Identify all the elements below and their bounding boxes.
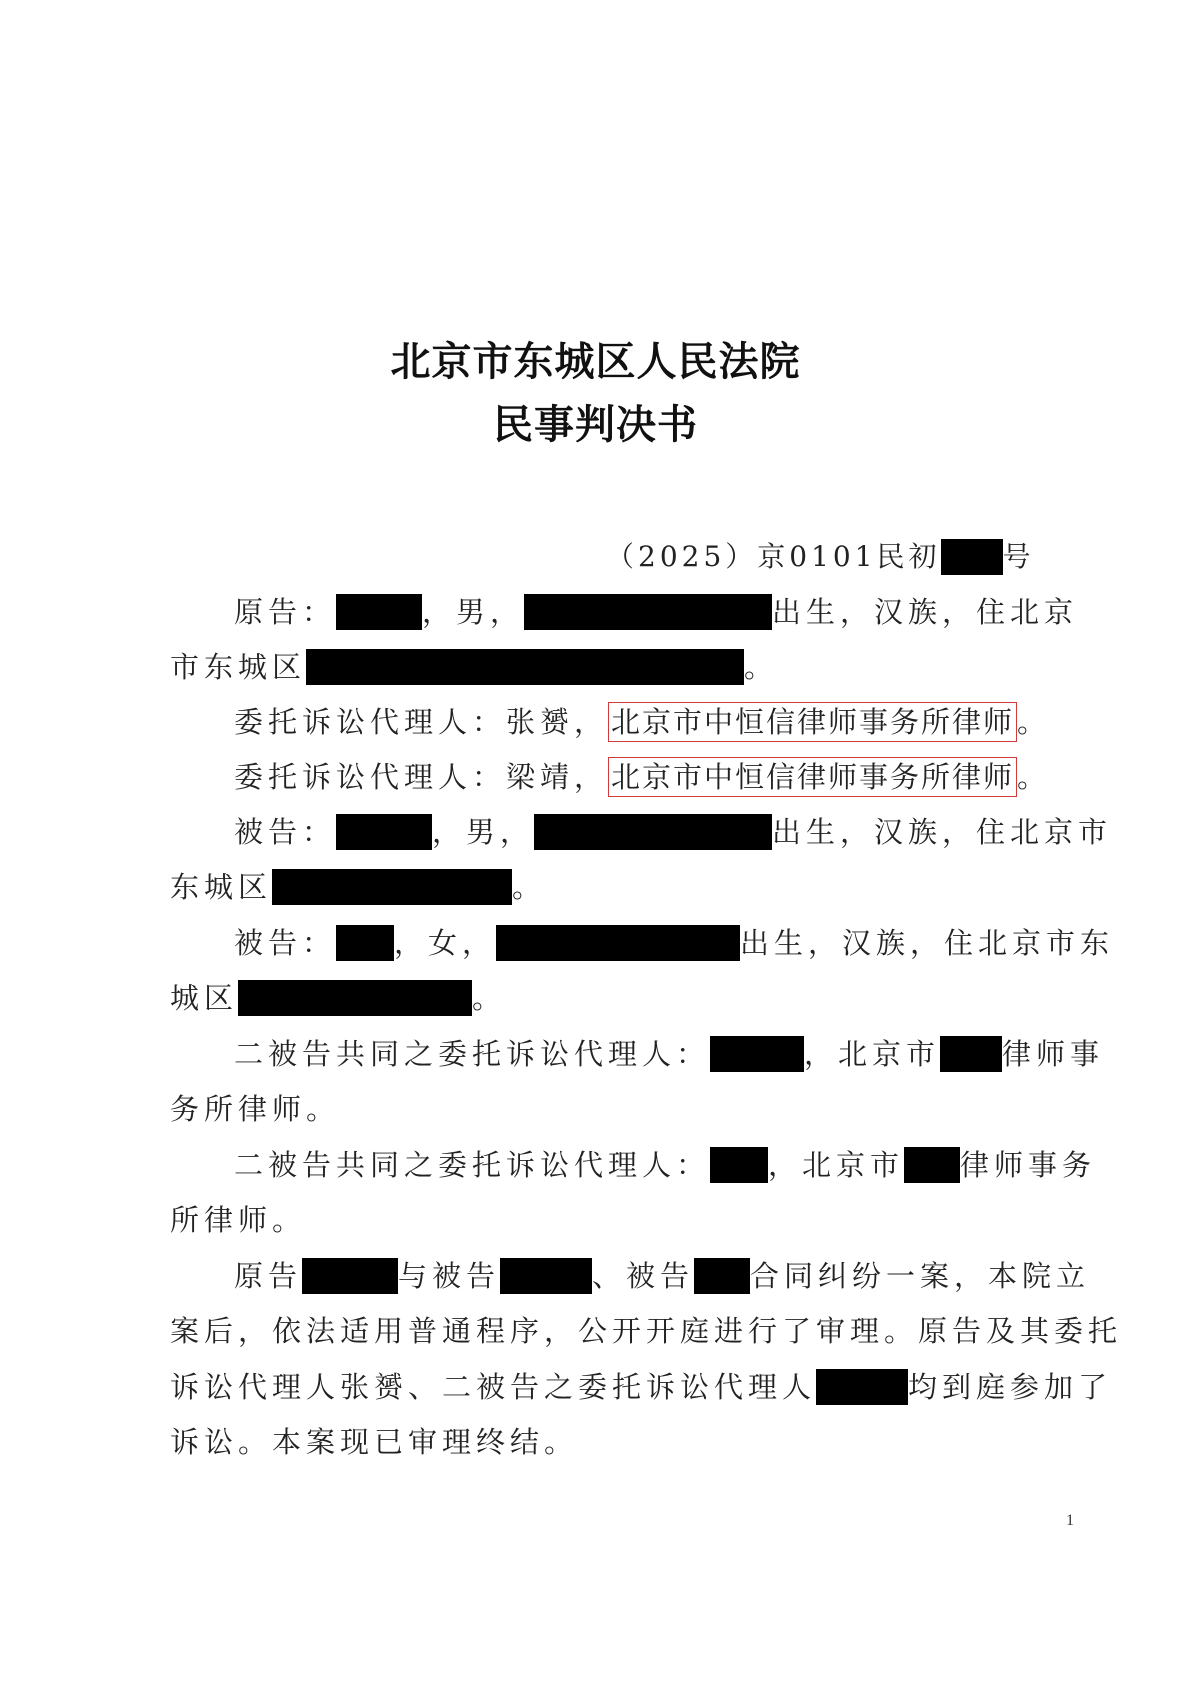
redaction-block bbox=[534, 814, 772, 850]
defendant-1-end: 。 bbox=[512, 870, 547, 904]
redaction-block bbox=[816, 1369, 908, 1405]
body-p3-a: 诉讼代理人张赟、二被告之委托诉讼代理人 bbox=[170, 1370, 817, 1404]
redaction-block bbox=[496, 925, 740, 961]
defendant-2-gender: ，女， bbox=[394, 926, 497, 960]
redaction-block bbox=[500, 1258, 592, 1294]
agent-2-firm: 北京市中恒信律师事务所律师 bbox=[608, 757, 1017, 797]
redaction-block bbox=[306, 649, 744, 685]
joint-agent-1-cont: 务所律师。 bbox=[170, 1092, 341, 1126]
agent-2-label: 委托诉讼代理人：梁靖， bbox=[234, 760, 609, 794]
body-p1-c: 、被告 bbox=[592, 1259, 695, 1293]
document-type-title: 民事判决书 bbox=[493, 402, 698, 448]
defendant-2-address-line bbox=[170, 978, 506, 1018]
case-number bbox=[606, 537, 1035, 577]
plaintiff-address-prefix: 市东城区 bbox=[170, 650, 307, 684]
plaintiff-address-line bbox=[170, 647, 778, 687]
redaction-block bbox=[272, 869, 512, 905]
redaction-block bbox=[336, 814, 432, 850]
defendant-2-line bbox=[234, 923, 1114, 963]
defendant-2-birth: 出生，汉族，住北京市东 bbox=[740, 926, 1115, 960]
agent-2-end: 。 bbox=[1017, 760, 1052, 794]
redaction-block bbox=[694, 1258, 750, 1294]
defendant-1-address-line bbox=[170, 867, 546, 907]
court-name-title: 北京市东城区人民法院 bbox=[390, 339, 801, 385]
joint-agent-2-tail: 律师事务 bbox=[960, 1148, 1097, 1182]
agent-1-label: 委托诉讼代理人：张赟， bbox=[234, 705, 609, 739]
joint-agent-1-tail: 律师事 bbox=[1002, 1037, 1105, 1071]
defendant-1-gender: ，男， bbox=[432, 815, 535, 849]
joint-agent-1-label: 二被告共同之委托诉讼代理人： bbox=[234, 1037, 711, 1071]
redaction-block bbox=[710, 1036, 804, 1072]
body-line-3 bbox=[170, 1367, 1112, 1407]
redaction-block bbox=[302, 1258, 398, 1294]
joint-agent-1-line bbox=[234, 1034, 1104, 1074]
defendant-2-address-prefix: 城区 bbox=[170, 981, 239, 1015]
redaction-block bbox=[238, 980, 472, 1016]
body-line-1 bbox=[234, 1256, 1090, 1296]
defendant-2-end: 。 bbox=[472, 981, 507, 1015]
redaction-block bbox=[710, 1147, 768, 1183]
defendant-1-label: 被告： bbox=[234, 815, 337, 849]
joint-agent-1-mid: ，北京市 bbox=[804, 1037, 941, 1071]
body-p1-a: 原告 bbox=[234, 1259, 303, 1293]
defendant-2-label: 被告： bbox=[234, 926, 337, 960]
plaintiff-agent-1 bbox=[234, 702, 1051, 742]
defendant-1-address-prefix: 东城区 bbox=[170, 870, 273, 904]
redaction-block bbox=[336, 594, 422, 630]
plaintiff-birth: 出生，汉族，住北京 bbox=[772, 595, 1079, 629]
redaction-block bbox=[941, 539, 1003, 575]
agent-1-end: 。 bbox=[1017, 705, 1052, 739]
plaintiff-end: 。 bbox=[744, 650, 779, 684]
redaction-block bbox=[904, 1147, 960, 1183]
plaintiff-line bbox=[234, 592, 1078, 632]
agent-1-firm: 北京市中恒信律师事务所律师 bbox=[608, 702, 1017, 742]
body-p1-b: 与被告 bbox=[398, 1259, 501, 1293]
body-p3-b: 均到庭参加了 bbox=[908, 1370, 1113, 1404]
joint-agent-2-mid: ，北京市 bbox=[768, 1148, 905, 1182]
plaintiff-gender: ，男， bbox=[422, 595, 525, 629]
joint-agent-2-label: 二被告共同之委托诉讼代理人： bbox=[234, 1148, 711, 1182]
page-number: 1 bbox=[1066, 1512, 1074, 1529]
plaintiff-agent-2 bbox=[234, 757, 1051, 797]
redaction-block bbox=[336, 925, 394, 961]
body-line-4: 诉讼。本案现已审理终结。 bbox=[170, 1425, 579, 1459]
redaction-block bbox=[940, 1036, 1002, 1072]
case-number-suffix: 号 bbox=[1002, 540, 1035, 573]
joint-agent-2-cont: 所律师。 bbox=[170, 1203, 307, 1237]
redaction-block bbox=[524, 594, 772, 630]
joint-agent-2-line bbox=[234, 1145, 1096, 1185]
defendant-1-line bbox=[234, 812, 1112, 852]
body-p1-d: 合同纠纷一案，本院立 bbox=[750, 1259, 1091, 1293]
plaintiff-label: 原告： bbox=[234, 595, 337, 629]
case-number-prefix: （2025）京0101民初 bbox=[606, 540, 941, 573]
defendant-1-birth: 出生，汉族，住北京市 bbox=[772, 815, 1113, 849]
body-line-2: 案后，依法适用普通程序，公开开庭进行了审理。原告及其委托 bbox=[170, 1314, 1123, 1348]
